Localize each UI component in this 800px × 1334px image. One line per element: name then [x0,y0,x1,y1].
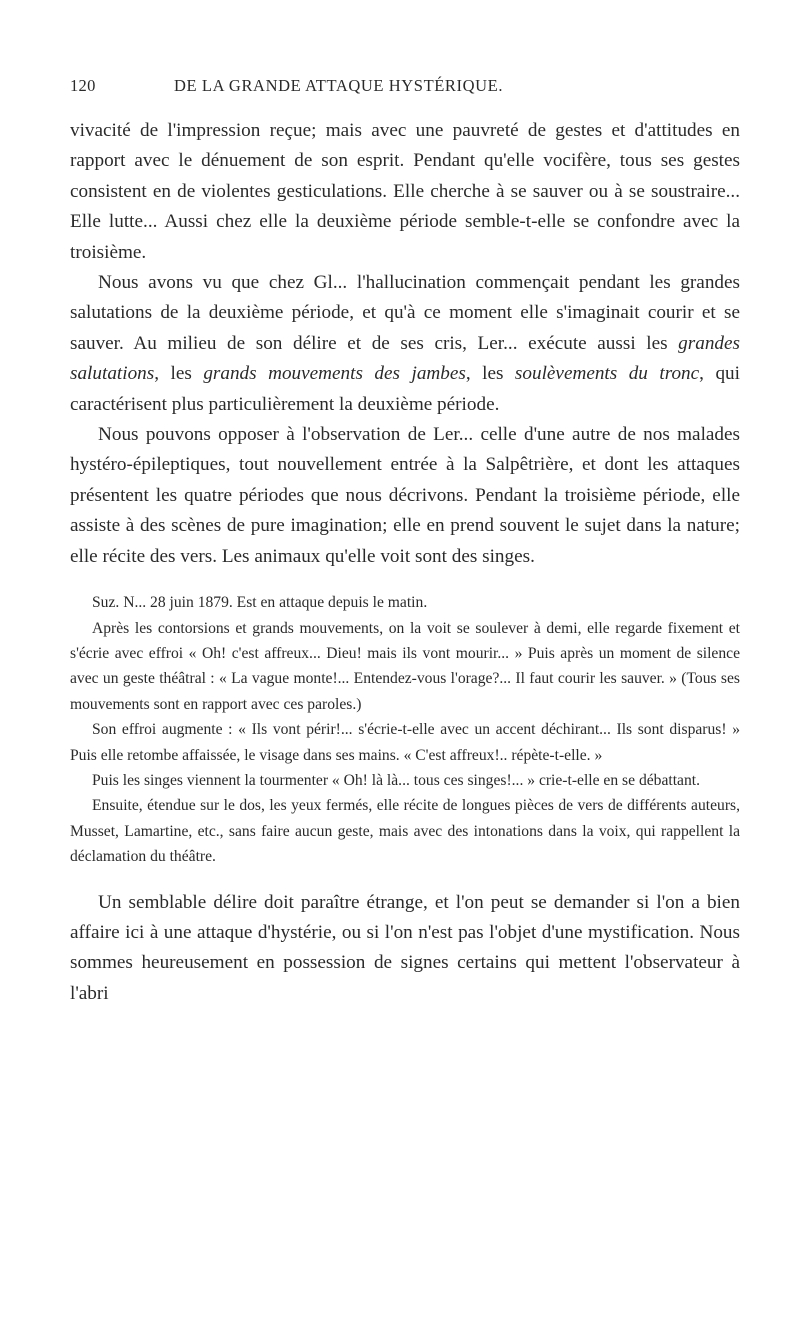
case-line: Son effroi augmente : « Ils vont périr!... s'écrie-t-elle avec un accent déchirant... Ils sont disparus! » Puis elle retombe affaissée, le visage dans ses mains. « C'est affreux!.. répète-t-elle. » [70,721,740,764]
case-line: Puis les singes viennent la tourmenter « Oh! là là... tous ces singes!... » crie-t-elle en se débattant. [92,771,700,789]
paragraph-observation: Nous pouvons opposer à l'observation de Ler... celle d'une autre de nos malades hystéro-épileptiques, tout nouvellement entrée à la Salpêtrière, et dont les attaques présentent les quatre périodes que nous décrivons. Pendant la troisième période, elle assiste à des scènes de pure imagination; elle en prend souvent le sujet dans la nature; elle récite des vers. Les animaux qu'elle voit sont des singes. [70,424,740,567]
page-header [70,76,740,116]
page-number: 120 [70,76,96,95]
separator: , les [465,363,515,385]
paragraph-hallucination [70,268,740,420]
case-line: Suz. N... 28 juin 1879. Est en attaque depuis le matin. [92,594,428,612]
paragraph-text: , qui caractérisent plus particulièrement la deuxième période. [70,363,740,415]
emphasis-soulevements: soulèvements du tronc [514,363,700,385]
emphasis-grands-mouvements: grands mouvements des jambes [203,363,466,385]
running-head: DE LA GRANDE ATTAQUE HYSTÉRIQUE. [174,76,504,95]
case-line: Après les contorsions et grands mouvements, on la voit se soulever à demi, elle regarde fixement et s'écrie avec effroi « Oh! c'est affreux... Dieu! mais ils vont mourir... » Puis après un moment de silence avec un geste théâtral : « La vague monte!... Entendez-vous l'orage?... Il faut courir les sauver. » (Tous ses mouvements sont en rapport avec ces paroles.) [70,619,740,713]
emphasis-grandes-salutations: grandes salutations [70,332,740,385]
book-page [70,76,740,1009]
paragraph-continued: vivacité de l'impression reçue; mais avec une pauvreté de gestes et d'attitudes en rapport avec le dénuement de son esprit. Pendant qu'elle vocifère, tous ses gestes consistent en de violentes gesticulations. Elle cherche à se sauver ou à se soustraire... Elle lutte... Aussi chez elle la deuxième période semble-t-elle se confondre avec la troisième. [70,120,740,263]
paragraph-conclusion: Un semblable délire doit paraître étrange, et l'on peut se demander si l'on a bien affaire ici à une attaque d'hystérie, ou si l'on n'est pas l'objet d'une mystification. Nous sommes heureusement en possession de signes certains qui mettent l'observateur à l'abri [70,891,740,1004]
case-line: Ensuite, étendue sur le dos, les yeux fermés, elle récite de longues pièces de vers de différents auteurs, Musset, Lamartine, etc., sans faire aucun geste, mais avec des intonations dans la voix, qui rappellent la déclamation du théâtre. [70,797,740,866]
paragraph-text: Nous avons vu que chez Gl... l'hallucination commençait pendant les grandes salutations de la deuxième période, et qu'à ce moment elle s'imaginait courir et se sauver. Au milieu de son délire et de ses cris, Ler... exécute aussi les [70,272,740,354]
separator: , les [154,363,204,385]
case-report [70,590,740,869]
